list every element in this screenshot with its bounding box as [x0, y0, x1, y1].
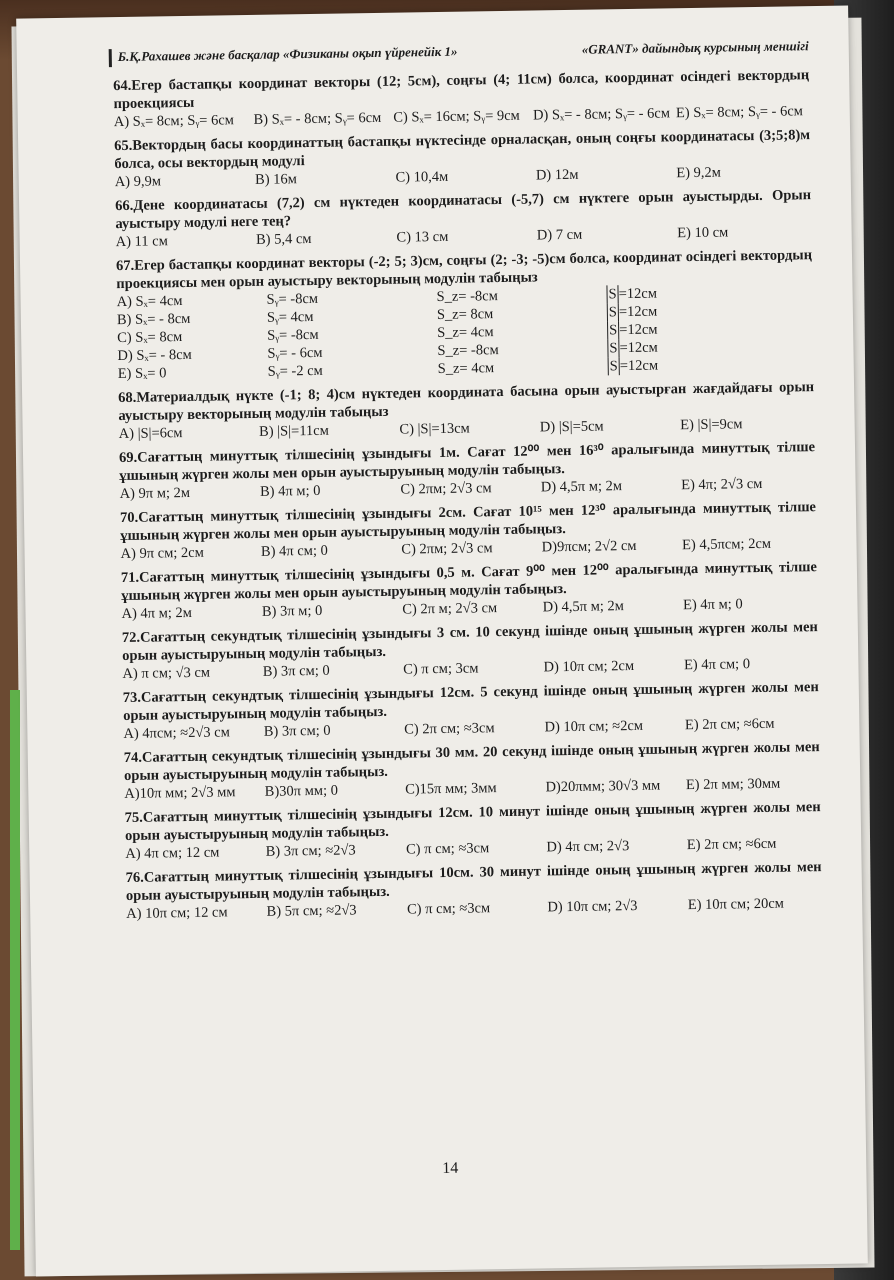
answer-option: C) 10,4м: [395, 168, 449, 186]
question-text: 73.Сағаттың секундтық тілшесінің ұзындығы 12см. 5 секунд ішінде оның ұшының жүрген жолы мен орын ауыстыруының модулін табыңыз.: [122, 679, 819, 725]
answer-option: C) π см; ≈3см: [405, 840, 490, 858]
page-header: [109, 38, 809, 67]
question-item: [118, 378, 815, 443]
answer-value: =12см: [619, 339, 658, 357]
answer-option: B) Sₓ= - 8см; Sᵧ= 6см: [253, 109, 382, 128]
answer-option: C) π см; ≈3см: [406, 900, 491, 918]
answer-option: E) 2π см; ≈6см: [684, 715, 775, 734]
question-item: [116, 246, 814, 383]
question-item: [125, 798, 822, 863]
answer-option: E) 2π см; ≈6см: [686, 835, 777, 854]
answer-option: D) |S|=5см: [539, 418, 604, 436]
header-right: «GRANT» дайындық курсының меншігі: [581, 38, 809, 57]
question-text: 75.Сағаттың минуттық тілшесінің ұзындығы 12см. 10 минут ішінде оның ұшының жүрген жолы мен орын ауыстыруының модулін табыңыз.: [124, 799, 821, 845]
answer-option: A) 11 см: [115, 233, 168, 251]
vector-modulus-symbol: S: [607, 303, 619, 321]
answer-cell: Sᵧ= -8см: [267, 326, 319, 344]
answer-option: E) 10π см; 20см: [687, 895, 785, 914]
answer-option: B)30π мм; 0: [264, 782, 339, 800]
answer-option: D) 10π см; 2√3: [547, 897, 638, 916]
question-item: [122, 618, 819, 683]
page-number: 14: [442, 1159, 459, 1178]
answer-option: D) 7 см: [536, 226, 583, 244]
question-text: 64.Егер бастапқы координат векторы (12; 5см), соңғы (4; 11см) болса, координат осіндегі вектордың проекциясы: [113, 67, 810, 113]
answer-option: E) 9,2м: [676, 164, 722, 182]
answer-option: C) 13 см: [396, 228, 449, 246]
answer-cell: C) Sₓ= 8см: [117, 329, 183, 347]
answer-option: A) 4π м; 2м: [121, 604, 193, 623]
answer-option: B) 4π м; 0: [259, 482, 321, 500]
answer-option: B) |S|=11см: [258, 422, 329, 440]
answer-value: =12см: [618, 285, 658, 303]
answer-option: B) 16м: [254, 171, 298, 188]
question-text: 72.Сағаттың секундтық тілшесінің ұзындығы 3 см. 10 секунд ішінде оның ұшының жүрген жолы мен орын ауыстыруының модулін табыңыз.: [121, 619, 818, 665]
answer-cell: S_z= 4см: [437, 324, 494, 342]
questions-list: [113, 66, 822, 929]
answer-option: B) 3π см; 0: [262, 662, 330, 680]
question-item: [121, 558, 818, 623]
vector-modulus-symbol: S: [608, 357, 620, 375]
document-page: [16, 6, 868, 1277]
answer-option: E) 10 см: [677, 224, 729, 242]
question-item: [119, 438, 816, 503]
answer-option: B) 5,4 см: [255, 231, 312, 248]
question-text: 68.Материалдық нүкте (-1; 8; 4)см нүктеден координата басына орын ауыстырған жағдайдағы орын ауыстыру векторының модулін табыңыз: [118, 379, 815, 425]
header-left-text: Б.Қ.Рахашев және басқалар «Физиканы оқып үйренейік 1»: [117, 43, 458, 65]
answer-option: E) 4π м; 0: [682, 596, 743, 614]
question-text: 70.Сағаттың минуттық тілшесінің ұзындығы 2см. Сағат 10¹⁵ мен 12³⁰ аралығында минуттық тілше ұшының жүрген жолы мен орын ауыстыруының модулін табыңыз.: [119, 499, 817, 545]
question-text: 71.Сағаттың минуттық тілшесінің ұзындығы 0,5 м. Сағат 9⁰⁰ мен 12⁰⁰ аралығында минуттық тілше ұшының жүрген жолы мен орын ауыстыруының модулін табыңыз.: [120, 559, 818, 605]
answer-option: D)20πмм; 30√3 мм: [545, 777, 661, 796]
answer-option: D) Sₓ= - 8см; Sᵧ= - 6см: [532, 105, 671, 124]
answer-cell: Sᵧ= 4см: [266, 308, 314, 326]
answer-option: A) 4πсм; ≈2√3 см: [123, 724, 230, 743]
answer-option: C)15π мм; 3мм: [405, 780, 497, 798]
question-item: [114, 126, 811, 191]
answer-option: E) 4π см; 0: [683, 656, 751, 674]
answer-option: B) 5π см; ≈2√3: [266, 902, 357, 920]
answer-option: A) 9π м; 2м: [119, 484, 191, 503]
answer-option: D) 10π см; ≈2см: [544, 717, 644, 736]
answer-option: C) Sₓ= 16см; Sᵧ= 9см: [393, 107, 520, 126]
answer-option: B) 3π см; ≈2√3: [265, 842, 356, 860]
question-item: [120, 498, 817, 563]
answer-option: C) 2πм; 2√3 см: [401, 540, 493, 558]
answer-cell: S_z= -8см: [437, 342, 499, 360]
answer-option: A)10π мм; 2√3 мм: [124, 784, 236, 803]
answer-cell: D) Sₓ= - 8см: [117, 346, 192, 365]
vector-modulus-symbol: S: [607, 321, 619, 339]
answer-option: C) |S|=13см: [399, 420, 470, 438]
answer-option: D) 4,5π м; 2м: [540, 478, 623, 496]
answer-option: C) 2π м; 2√3 см: [402, 600, 498, 618]
answer-option: B) 3π м; 0: [261, 602, 323, 620]
answer-option: C) 2π см; ≈3см: [404, 720, 495, 738]
answer-value: =12см: [619, 321, 658, 339]
answer-cell: Sᵧ= -2 см: [267, 362, 323, 380]
question-text: 69.Сағаттың минуттық тілшесінің ұзындығы 1м. Сағат 12⁰⁰ мен 16³⁰ аралығында минуттық тілше ұшының жүрген жолы мен орын ауыстыруының модулін табыңыз.: [118, 439, 816, 485]
answer-cell: B) Sₓ= - 8см: [116, 310, 191, 329]
vector-modulus-symbol: S: [606, 285, 618, 303]
vector-modulus-symbol: S: [607, 339, 619, 357]
answer-value: =12см: [619, 357, 659, 375]
header-left: [109, 44, 458, 67]
header-bar: [109, 49, 112, 67]
answer-cell: S_z= 8см: [436, 306, 494, 324]
answer-option: B) 3π см; 0: [263, 722, 331, 740]
answer-option: E) 4π; 2√3 см: [681, 475, 763, 494]
answer-option: C) 2πм; 2√3 см: [400, 480, 492, 498]
question-text: 74.Сағаттың секундтық тілшесінің ұзындығы 30 мм. 20 секунд ішінде оның ұшының жүрген жолы мен орын ауыстыруының модулін табыңыз.: [123, 739, 820, 785]
answer-option: A) |S|=6см: [118, 425, 183, 443]
answer-cell: Sᵧ= - 6см: [267, 344, 323, 362]
answer-option: D)9πсм; 2√2 см: [541, 537, 637, 556]
question-item: [115, 186, 812, 251]
answer-option: E) 2π мм; 30мм: [685, 775, 781, 794]
answer-option: E) |S|=9см: [680, 416, 743, 434]
green-folder-edge: [10, 690, 20, 1250]
answer-cell: A) Sₓ= 4см: [116, 293, 183, 311]
question-text: 65.Вектордың басы координаттың бастапқы нүктесінде орналасқан, оның соңғы координатасы (3;5;8)м болса, осы вектордың модулі: [114, 127, 811, 173]
answer-option: D) 10π см; 2см: [543, 657, 635, 676]
answer-option: E) Sₓ= 8см; Sᵧ= - 6см: [675, 103, 804, 122]
answer-cell: S_z= -8см: [436, 288, 498, 306]
answer-option: D) 12м: [535, 166, 579, 184]
question-text: 67.Егер бастапқы координат векторы (-2; 5; 3)см, соңғы (2; -3; -5)см болса, координат осіндегі вектордың проекциясы мен орын ауыстыру векторының модулін табыңыз: [115, 247, 813, 293]
question-item: [123, 678, 820, 743]
answer-option: A) 4π см; 12 см: [125, 844, 220, 862]
answer-option: A) 10π см; 12 см: [126, 904, 228, 922]
question-text: 66.Дене координатасы (7,2) см нүктеден координатасы (-5,7) см нүктеге орын ауыстырды. Орын ауыстыру модулі неге тең?: [115, 187, 812, 233]
answer-option: A) Sₓ= 8см; Sᵧ= 6см: [113, 112, 235, 131]
answer-option: B) 4π см; 0: [260, 542, 328, 560]
question-item: [113, 66, 810, 131]
answer-option: D) 4,5π м; 2м: [542, 598, 625, 616]
answer-option: A) 9,9м: [114, 173, 162, 191]
question-text: 76.Сағаттың минуттық тілшесінің ұзындығы 10см. 30 минут ішінде оның ұшының жүрген жолы мен орын ауыстыруының модулін табыңыз.: [125, 859, 822, 904]
answer-cell: Sᵧ= -8см: [266, 290, 319, 308]
answer-option: C) π см; 3см: [403, 660, 479, 678]
question-item: [126, 858, 823, 923]
answer-cell: [608, 354, 808, 375]
answer-option: E) 4,5πсм; 2см: [681, 535, 772, 554]
answer-value: =12см: [618, 303, 658, 321]
question-item: [124, 738, 821, 803]
answer-option: A) 9π см; 2см: [120, 544, 204, 563]
answer-option: A) π см; √3 см: [122, 664, 211, 683]
answer-cell: E) Sₓ= 0: [117, 365, 167, 383]
answer-option: D) 4π см; 2√3: [546, 838, 630, 856]
answer-cell: S_z= 4см: [437, 360, 495, 378]
